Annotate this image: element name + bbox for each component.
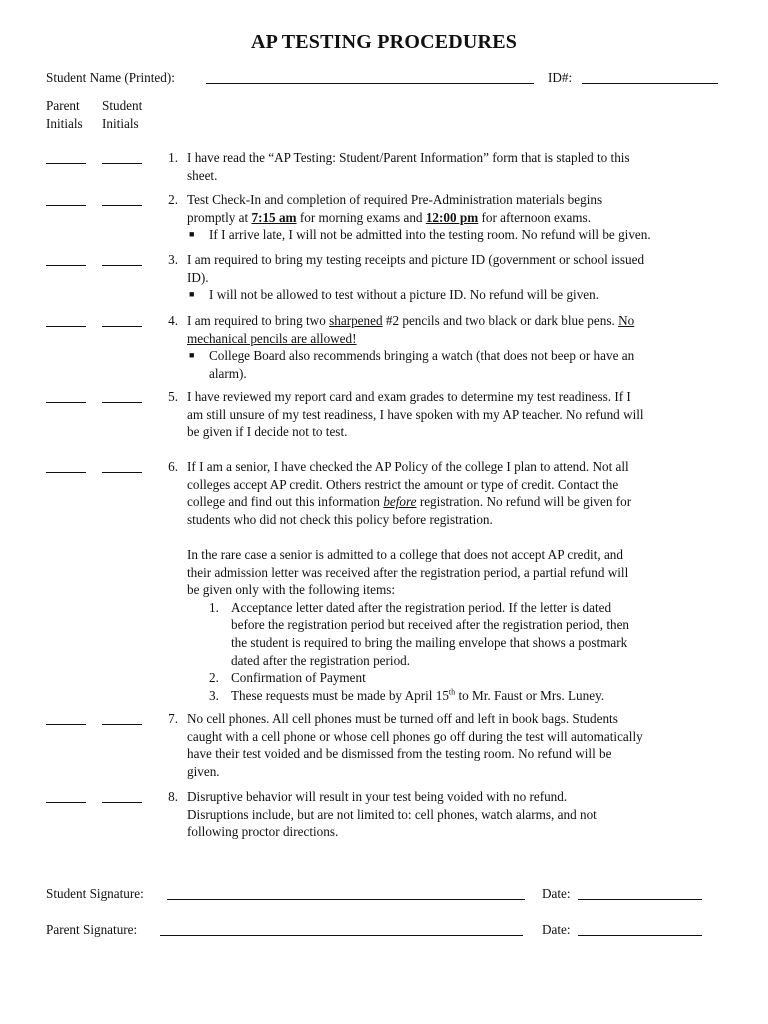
item-line: sheet. (187, 167, 218, 183)
item-number: 5. (168, 389, 178, 404)
parent-initials-blank[interactable] (46, 724, 86, 725)
text-run: #2 pencils and two black or dark blue pens. (382, 313, 619, 328)
refund-requirement-2 (187, 669, 727, 687)
item-line: given. (187, 763, 220, 779)
item-line: In the rare case a senior is admitted to a college that does not accept AP credit, and (187, 546, 623, 562)
square-bullet-icon: ■ (189, 229, 195, 240)
before-emphasis: before (383, 494, 417, 510)
sub-line: before the registration period but received after the registration period, then (231, 617, 630, 633)
text-run: college and find out this information (187, 494, 384, 510)
sub-number: 2. (209, 670, 219, 686)
parent-signature-field[interactable] (160, 935, 523, 936)
bullet-item (187, 226, 727, 244)
student-initials-blank[interactable] (102, 802, 142, 803)
item-line (187, 312, 727, 330)
bullet-text: I will not be allowed to test without a picture ID. No refund will be given. (209, 287, 600, 303)
sharpened-emphasis: sharpened (329, 313, 383, 328)
student-date-label: Date: (542, 886, 571, 901)
item-text (187, 251, 727, 304)
refund-requirement-3 (187, 687, 727, 705)
item-line: be given if I decide not to test. (187, 424, 348, 440)
bullet-text: alarm). (209, 365, 247, 381)
item-number: 3. (168, 252, 178, 267)
item-line: I have reviewed my report card and exam grades to determine my test readiness. If I (187, 389, 631, 404)
square-bullet-icon: ■ (189, 350, 195, 361)
student-initials-label: Initials (102, 115, 139, 131)
item-text (187, 312, 727, 382)
item-text (187, 458, 727, 704)
no-emphasis: No (618, 313, 635, 328)
parent-signature-row (46, 921, 726, 939)
parent-initials-blank[interactable] (46, 472, 86, 473)
item-number: 4. (168, 313, 178, 328)
id-field[interactable] (582, 83, 718, 84)
item-line: caught with a cell phone or whose cell phones go off during the test will automatically (187, 728, 643, 744)
parent-date-field[interactable] (578, 935, 702, 936)
item-line: If I am a senior, I have checked the AP Policy of the college I plan to attend. Not all (187, 459, 629, 474)
parent-initials-blank[interactable] (46, 802, 86, 803)
item-line: Disruptive behavior will result in your test being voided with no refund. (187, 789, 568, 804)
student-name-row (46, 69, 726, 87)
item-line (187, 493, 727, 511)
student-initials-blank[interactable] (102, 472, 142, 473)
parent-header-label: Parent (46, 98, 80, 113)
bullet-item (187, 286, 727, 304)
bullet-item (187, 347, 727, 382)
item-text (187, 149, 727, 184)
student-signature-label: Student Signature: (46, 886, 144, 901)
item-line: am still unsure of my test readiness, I have spoken with my AP teacher. No refund will (187, 406, 644, 422)
text-run: I am required to bring two (187, 313, 330, 328)
sub-line: the student is required to bring the mailing envelope that shows a postmark (231, 634, 628, 650)
student-name-label: Student Name (Printed): (46, 70, 175, 85)
student-initials-header (102, 97, 142, 132)
text-run: These requests must be made by April 15 (231, 687, 449, 703)
bullet-text: College Board also recommends bringing a watch (that does not beep or have an (209, 348, 635, 364)
student-initials-blank[interactable] (102, 163, 142, 164)
student-header-label: Student (102, 98, 143, 113)
parent-initials-label: Initials (46, 115, 83, 131)
item-line: ID). (187, 269, 209, 285)
square-bullet-icon: ■ (189, 289, 195, 300)
bullet-text: If I arrive late, I will not be admitted into the testing room. No refund will be given. (209, 227, 651, 243)
item-line: have their test voided and be dismissed from the testing room. No refund will be (187, 746, 612, 762)
item-line: mechanical pencils are allowed! (187, 330, 357, 346)
item-line: I have read the “AP Testing: Student/Parent Information” form that is stapled to this (187, 150, 630, 165)
sub-line: Acceptance letter dated after the registration period. If the letter is dated (231, 599, 612, 615)
student-date-field[interactable] (578, 899, 702, 900)
student-initials-blank[interactable] (102, 402, 142, 403)
morning-time: 7:15 am (251, 209, 297, 225)
item-text (187, 191, 727, 244)
student-initials-blank[interactable] (102, 205, 142, 206)
id-label: ID#: (548, 70, 573, 85)
item-line: following proctor directions. (187, 824, 339, 840)
item-line: their admission letter was received after the registration period, a partial refund will (187, 564, 629, 580)
item-text (187, 788, 727, 841)
parent-initials-blank[interactable] (46, 163, 86, 164)
item-line: I am required to bring my testing receipts and picture ID (government or school issued (187, 252, 645, 267)
item-number: 8. (168, 789, 178, 804)
ordinal-suffix: th (448, 687, 456, 697)
item-number: 2. (168, 192, 178, 207)
student-signature-field[interactable] (167, 899, 525, 900)
afternoon-time: 12:00 pm (425, 209, 479, 225)
sub-line: dated after the registration period. (231, 652, 411, 668)
parent-initials-blank[interactable] (46, 402, 86, 403)
parent-initials-blank[interactable] (46, 205, 86, 206)
student-initials-blank[interactable] (102, 724, 142, 725)
item-line (187, 209, 727, 227)
text-run: for afternoon exams. (478, 209, 591, 225)
student-name-field[interactable] (206, 83, 534, 84)
item-line: Test Check-In and completion of required Pre-Administration materials begins (187, 192, 603, 207)
item-number: 7. (168, 711, 178, 726)
sub-number: 3. (209, 687, 219, 703)
text-run: registration. No refund will be given for (416, 494, 632, 510)
item-line: No cell phones. All cell phones must be turned off and left in book bags. Students (187, 711, 618, 726)
text-run: to Mr. Faust or Mrs. Luney. (455, 687, 605, 703)
parent-initials-header (46, 97, 83, 132)
refund-requirement-1 (187, 599, 727, 669)
parent-date-label: Date: (542, 922, 571, 937)
text-run: for morning exams and (296, 209, 426, 225)
sub-number: 1. (209, 599, 219, 615)
student-signature-row (46, 885, 726, 903)
student-initials-blank[interactable] (102, 265, 142, 266)
item-line: colleges accept AP credit. Others restrict the amount or type of credit. Contact the (187, 476, 619, 492)
parent-initials-blank[interactable] (46, 265, 86, 266)
parent-initials-blank[interactable] (46, 326, 86, 327)
item-number: 6. (168, 459, 178, 474)
item-text (187, 710, 727, 780)
parent-signature-label: Parent Signature: (46, 922, 138, 937)
item-line: students who did not check this policy before registration. (187, 511, 493, 527)
sub-line (231, 687, 727, 705)
item-line: Disruptions include, but are not limited to: cell phones, watch alarms, and not (187, 806, 597, 822)
student-initials-blank[interactable] (102, 326, 142, 327)
item-number: 1. (168, 150, 178, 165)
item-line: be given only with the following items: (187, 582, 396, 598)
sub-line: Confirmation of Payment (231, 670, 366, 686)
item-text (187, 388, 727, 441)
paragraph-spacer (187, 528, 727, 546)
text-run: promptly at (187, 209, 252, 225)
page-title: AP TESTING PROCEDURES (250, 31, 518, 53)
